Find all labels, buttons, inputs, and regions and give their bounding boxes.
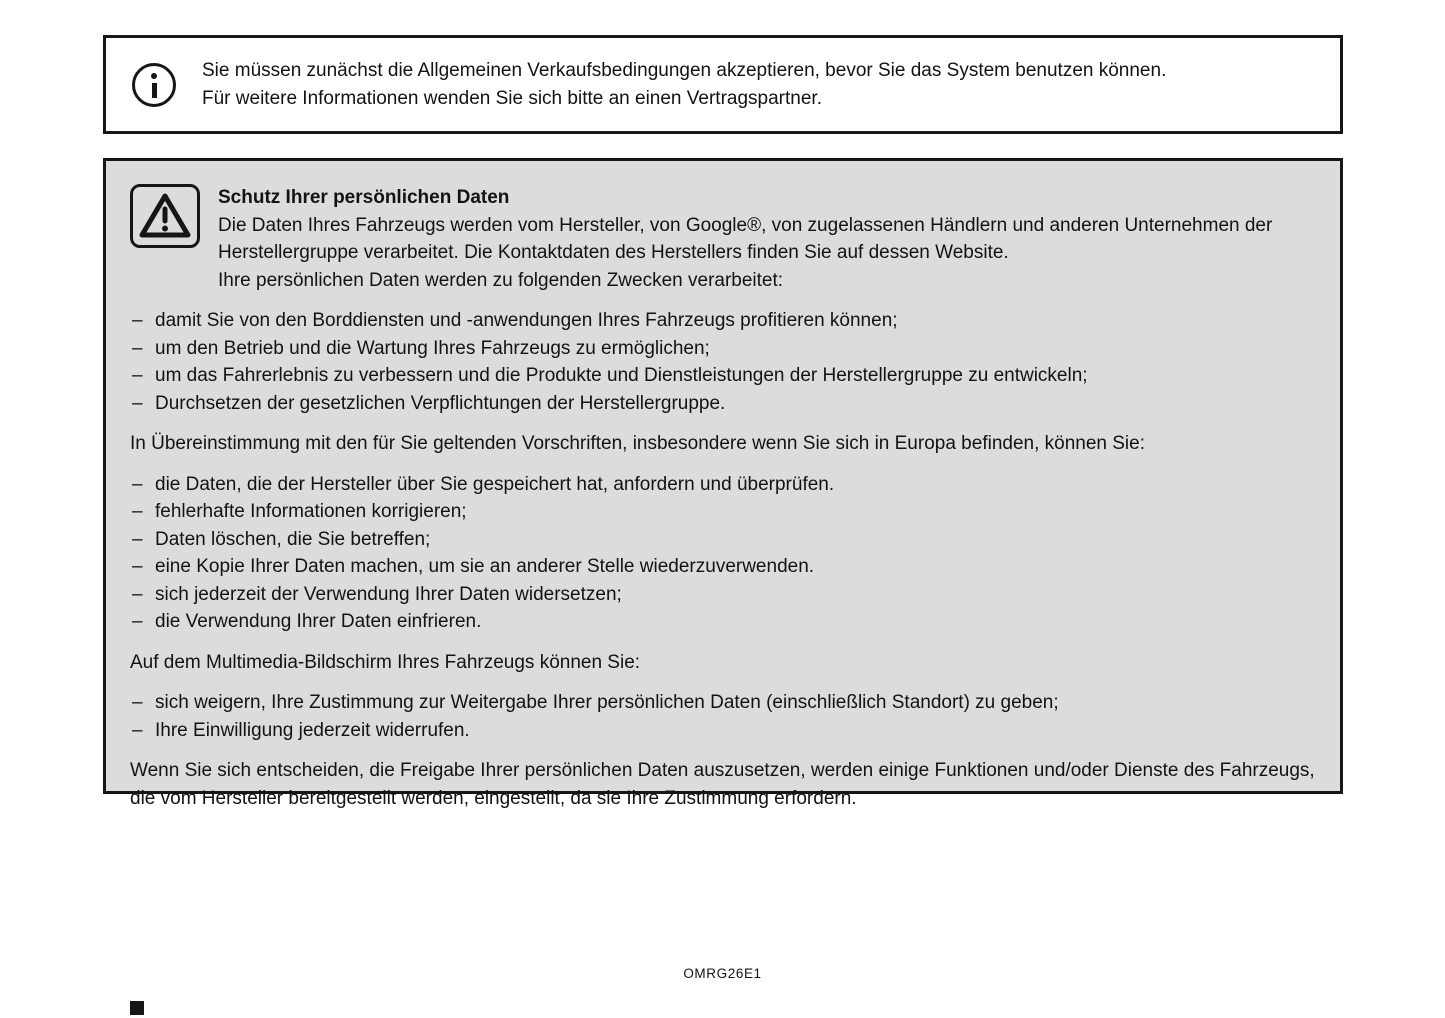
data-protection-title: Schutz Ihrer persönlichen Daten [218,187,510,208]
list-item-text: fehlerhafte Informationen korrigieren; [155,501,467,522]
list-item-text: Daten löschen, die Sie betreffen; [155,528,431,550]
list-dash: – [132,337,143,359]
list-item [132,581,1316,609]
list-item-text: die Daten, die der Hersteller über Sie gespeichert hat, anfordern und überprüfen. [155,473,835,495]
list-item [132,526,1316,554]
rights-intro: In Übereinstimmung mit den für Sie geltenden Vorschriften, insbesondere wenn Sie sich in Europa befinden, können Sie: [130,433,1145,454]
list-dash: – [132,692,143,713]
list-item-text: Ihre Einwilligung jederzeit widerrufen. [155,719,470,741]
info-icon [132,63,176,107]
list-dash: – [132,611,143,632]
data-protection-intro-block [218,184,1316,294]
list-item [132,362,1316,390]
list-item [132,471,1316,499]
notice-text [202,57,1166,113]
purpose-list [130,307,1316,417]
list-dash: – [132,556,143,577]
list-dash: – [132,501,143,522]
list-item-text: damit Sie von den Borddiensten und -anwendungen Ihres Fahrzeugs profitieren können; [155,310,898,331]
multimedia-list [130,689,1316,744]
notice-box [103,35,1343,134]
list-item [132,307,1316,335]
page-reference-code: OMRG26E1 [683,966,762,981]
data-protection-box [103,158,1343,809]
list-dash: – [132,310,143,331]
list-item [132,689,1316,717]
page-corner-mark [130,1001,144,1015]
notice-line-2: Für weitere Informationen wenden Sie sich bitte an einen Vertragspartner. [202,87,822,109]
list-dash: – [132,365,143,386]
data-protection-intro: Die Daten Ihres Fahrzeugs werden vom Hersteller, von Google®, von zugelassenen Händlern und anderen Unternehmen der Herstellergruppe verarbeitet. Die Kontaktdaten des Herstellers finden Sie auf dessen Website. [218,214,1273,263]
list-item [132,335,1316,363]
list-dash: – [132,583,143,605]
data-protection-header [130,184,1316,294]
closing-paragraph: Wenn Sie sich entscheiden, die Freigabe Ihrer persönlichen Daten auszusetzen, werden einige Funktionen und/oder Dienste des Fahrzeugs, die vom Hersteller bereitgestellt werden, eingestellt, da sie Ihre Zustimmung erfordern. [130,760,1315,809]
list-dash: – [132,528,143,550]
list-dash: – [132,719,143,741]
notice-line-1: Sie müssen zunächst die Allgemeinen Verkaufsbedingungen akzeptieren, bevor Sie das System benutzen können. [202,59,1167,81]
data-protection-intro2: Ihre persönlichen Daten werden zu folgenden Zwecken verarbeitet: [218,269,784,291]
list-item [132,717,1316,745]
list-item [132,498,1316,526]
multimedia-intro: Auf dem Multimedia-Bildschirm Ihres Fahrzeugs können Sie: [130,651,641,673]
list-item [132,390,1316,418]
list-dash: – [132,473,143,495]
list-item-text: um den Betrieb und die Wartung Ihres Fahrzeugs zu ermöglichen; [155,337,710,359]
list-item-text: die Verwendung Ihrer Daten einfrieren. [155,611,482,632]
list-item-text: sich jederzeit der Verwendung Ihrer Daten widersetzen; [155,583,622,605]
warning-icon [130,184,200,248]
list-item-text: sich weigern, Ihre Zustimmung zur Weitergabe Ihrer persönlichen Daten (einschließlich Standort) zu geben; [155,692,1059,713]
list-item [132,608,1316,636]
list-item-text: eine Kopie Ihrer Daten machen, um sie an anderer Stelle wiederzuverwenden. [155,556,815,577]
list-item-text: Durchsetzen der gesetzlichen Verpflichtungen der Herstellergruppe. [155,392,726,414]
rights-list [130,471,1316,636]
list-item [132,553,1316,581]
list-dash: – [132,392,143,414]
list-item-text: um das Fahrerlebnis zu verbessern und die Produkte und Dienstleistungen der Herstellergruppe zu entwickeln; [155,365,1088,386]
